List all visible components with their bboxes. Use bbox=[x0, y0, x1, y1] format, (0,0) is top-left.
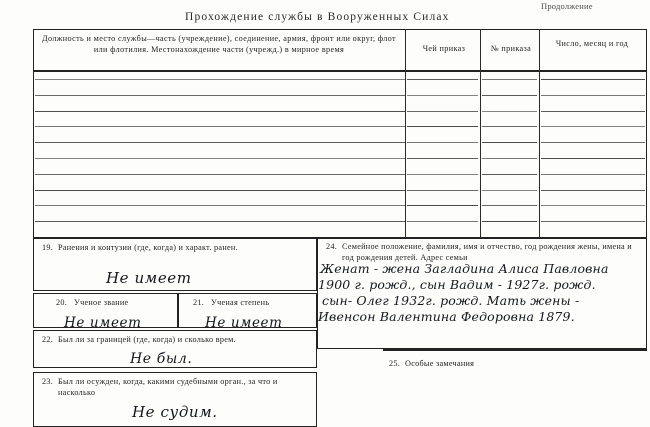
table-row bbox=[35, 221, 405, 222]
table-row bbox=[407, 111, 478, 112]
field-24-label-number: 24. bbox=[326, 242, 338, 251]
table-outer-border bbox=[33, 29, 647, 238]
page-title: Прохождение службы в Вооруженных Силах bbox=[185, 11, 450, 23]
table-row bbox=[482, 95, 537, 96]
field-21-label: Ученая степень bbox=[211, 298, 270, 307]
table-row bbox=[407, 221, 478, 222]
table-row bbox=[482, 205, 537, 206]
column-header-date: Число, месяц и год bbox=[555, 39, 629, 48]
table-row bbox=[407, 126, 478, 127]
field-box-25[interactable] bbox=[317, 349, 647, 427]
field-20-label-number: 20. bbox=[56, 298, 68, 307]
table-row bbox=[482, 126, 537, 127]
table-row bbox=[35, 111, 405, 112]
field-20-value: Не имеет bbox=[64, 315, 142, 331]
table-row bbox=[541, 205, 645, 206]
field-23-label-number: 23. bbox=[42, 377, 54, 386]
table-row bbox=[35, 205, 405, 206]
table-row bbox=[482, 79, 537, 80]
table-row bbox=[541, 111, 645, 112]
field-25-label-number: 25. bbox=[389, 359, 401, 368]
table-row bbox=[35, 142, 405, 143]
table-row bbox=[407, 190, 478, 191]
column-header-order-by: Чей приказ bbox=[422, 44, 466, 53]
table-row bbox=[407, 142, 478, 143]
field-19-label: Ранения и контузии (где, когда) и характ. ранен. bbox=[58, 243, 238, 252]
table-row bbox=[541, 79, 645, 80]
table-row bbox=[541, 95, 645, 96]
table-row bbox=[35, 190, 405, 191]
field-25-label: Особые замечания bbox=[405, 359, 475, 368]
table-row bbox=[482, 158, 537, 159]
table-row bbox=[482, 174, 537, 175]
column-divider-1 bbox=[405, 29, 406, 238]
table-row bbox=[407, 79, 478, 80]
field-24-value-line: Ивенсон Валентина Федоровна 1879. bbox=[318, 309, 575, 324]
field-box-22[interactable] bbox=[33, 330, 317, 368]
table-row bbox=[541, 126, 645, 127]
field-19-value: Не имеет bbox=[106, 269, 192, 287]
field-19-label-number: 19. bbox=[42, 243, 54, 252]
table-row bbox=[541, 221, 645, 222]
table-row bbox=[541, 142, 645, 143]
field-24-value-line: сын- Олег 1932г. рожд. Мать жены - bbox=[322, 293, 580, 308]
column-divider-3 bbox=[539, 29, 540, 238]
field-box-20[interactable] bbox=[33, 293, 178, 331]
field-24-value-line: Женат - жена Загладина Алиса Павловна bbox=[320, 261, 609, 276]
field-24-label: Семейное положение, фамилия, имя и отчество, год рождения жены, имена и год рождения детей. Адрес семьи bbox=[342, 242, 632, 262]
field-box-21[interactable] bbox=[178, 293, 317, 331]
table-row bbox=[35, 79, 405, 80]
field-23-value: Не судим. bbox=[132, 403, 218, 421]
table-row bbox=[541, 158, 645, 159]
continuation-label: Продолжение bbox=[541, 1, 593, 11]
column-header-post: Должность и место службы—часть (учреждение), соединение, армия, фронт или округ, флот или флотилия. Местонахождение части (учрежд.) в мирное время bbox=[42, 34, 396, 54]
table-row bbox=[35, 126, 405, 127]
field-21-label-number: 21. bbox=[193, 298, 205, 307]
column-divider-2 bbox=[480, 29, 481, 238]
table-row bbox=[482, 142, 537, 143]
table-row bbox=[541, 190, 645, 191]
field-box-19[interactable] bbox=[33, 238, 317, 291]
table-row bbox=[407, 174, 478, 175]
field-20-label: Ученое звание bbox=[74, 298, 129, 307]
table-row bbox=[482, 190, 537, 191]
field-25-top-rule bbox=[383, 349, 647, 351]
field-box-24[interactable] bbox=[317, 238, 647, 349]
field-23-label: Был ли осужден, когда, какими судебными орган., за что и насколько bbox=[58, 377, 278, 397]
table-row bbox=[541, 174, 645, 175]
table-row bbox=[482, 221, 537, 222]
table-row bbox=[482, 111, 537, 112]
column-header-order-number: № приказа bbox=[490, 44, 532, 53]
service-history-table bbox=[33, 29, 647, 238]
field-22-label-number: 22. bbox=[42, 335, 54, 344]
field-24-value-line: 1900 г. рожд., сын Вадим - 1927г. рожд. bbox=[318, 277, 596, 292]
table-row bbox=[407, 95, 478, 96]
field-box-23[interactable] bbox=[33, 372, 317, 427]
field-22-value: Не был. bbox=[130, 351, 193, 367]
table-row bbox=[35, 95, 405, 96]
table-row bbox=[407, 158, 478, 159]
field-21-value: Не имеет bbox=[205, 315, 283, 331]
table-row bbox=[35, 158, 405, 159]
table-row bbox=[407, 205, 478, 206]
table-header-rule bbox=[33, 70, 647, 72]
table-row bbox=[35, 174, 405, 175]
field-22-label: Был ли за границей (где, когда) и сколько врем. bbox=[58, 335, 236, 344]
